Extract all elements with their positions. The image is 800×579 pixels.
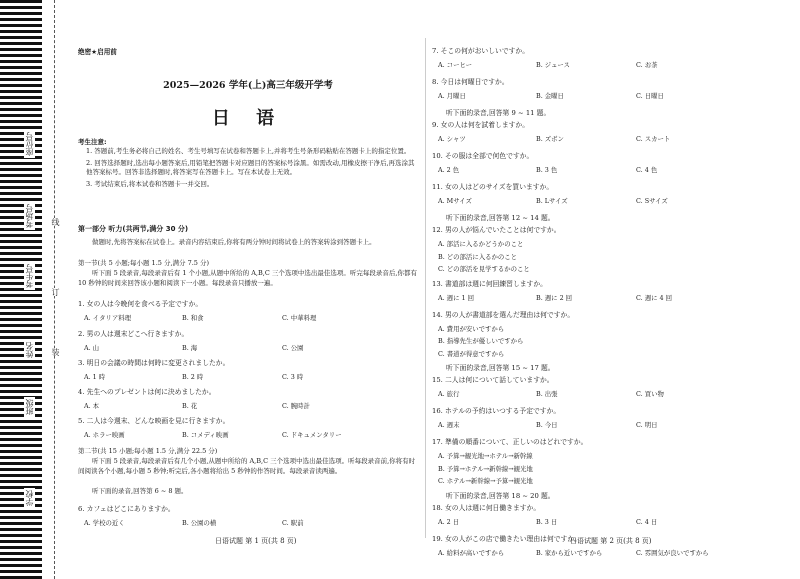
answer-option: B. コメディ映画 (182, 431, 229, 439)
answer-option: A. 給料が高いですから (438, 548, 505, 557)
listening-note: 听下面的录音,回答第 15 ~ 17 题。 (446, 364, 555, 372)
answer-option: B. ジュース (536, 61, 570, 69)
answer-option: C. ホテル→新幹線→予算→観光地 (438, 477, 533, 485)
answer-option: C. 腕時計 (282, 402, 310, 410)
section1-desc: 听下面 5 段录音,每段录音后有 1 个小题,从题中所给的 A,B,C 三个选项中选出最佳选项。听完每段录音后,你都有 10 秒钟的时间来回答该小题和阅读下一小题。每段录音只播放一遍。 (78, 269, 417, 288)
answer-option: A. 1 時 (84, 373, 106, 381)
answer-option: C. どの部活を見学するかのこと (438, 265, 530, 273)
answer-option: C. 日曜日 (636, 92, 664, 100)
question-text: 8. 今日は何曜日ですか。 (432, 78, 509, 86)
question-text: 4. 先生へのプレゼントは何に決めましたか。 (78, 388, 216, 396)
part1-title: 第一部分 听力(共两节,满分 30 分) (78, 225, 189, 233)
part1-intro: 做题时,先将答案标在试卷上。录音内容结束后,你将有两分钟时间将试卷上的答案转涂到答题卡上。 (92, 238, 376, 246)
answer-option: C. スカート (636, 135, 671, 143)
answer-option: A. 本 (84, 402, 100, 410)
answer-option: A. 費用が安いですから (438, 324, 505, 333)
class-label: 班级 (25, 399, 34, 415)
notice-item: 3. 考试结束后,将本试卷和答题卡一并交回。 (86, 179, 214, 188)
answer-option: C. 買い物 (636, 390, 664, 398)
exam-room-label: 考场号 (25, 204, 34, 228)
answer-option: C. 中華料理 (282, 314, 317, 322)
question-text: 6. カフェはどこにありますか。 (78, 505, 175, 513)
question-text: 3. 明日の会議の時間は何時に変更されましたか。 (78, 359, 230, 367)
answer-option: C. 3 時 (282, 373, 304, 381)
listening-note: 听下面的录音,回答第 12 ~ 14 题。 (446, 214, 555, 222)
question-text: 7. そこの何がおいしいですか。 (432, 47, 530, 55)
question-text: 2. 男の人は週末どこへ行きますか。 (78, 330, 189, 338)
seat-number-label: 座位号 (25, 132, 34, 156)
answer-option: A. 週末 (438, 421, 460, 429)
answer-option: A. 旅行 (438, 390, 460, 398)
answer-option: C. 書道が得意ですから (438, 349, 505, 358)
question-text: 9. 女の人は何を試着しますか。 (432, 121, 530, 129)
question-text: 15. 二人は何について話していますか。 (432, 376, 554, 384)
answer-option: C. 公園 (282, 344, 304, 352)
answer-option: C. 駅前 (282, 519, 304, 527)
notice-item: 1. 答题前,考生务必将自己的姓名、考生号填写在试卷和答题卡上,并将考生号条形码粘贴在答题卡上的指定位置。 (86, 147, 411, 156)
section2-title: 第二节(共 15 小题;每小题 1.5 分,满分 22.5 分) (78, 447, 218, 455)
answer-option: B. 3 日 (536, 517, 558, 526)
answer-option: A. シャツ (438, 135, 466, 143)
binding-stripes (0, 0, 42, 579)
answer-option: A. 部活に入るかどうかのこと (438, 240, 524, 248)
answer-option: B. 家から近いですから (536, 548, 603, 557)
answer-option: B. 公園の横 (182, 519, 217, 527)
cut-mark-bind: 订 (51, 288, 60, 296)
question-text: 10. その服は全部で何色ですか。 (432, 152, 534, 160)
answer-option: C. 4 日 (636, 517, 658, 526)
answer-option: A. Mサイズ (438, 197, 472, 205)
answer-option: B. ズボン (536, 135, 564, 143)
answer-option: A. コーヒー (438, 61, 472, 69)
answer-option: A. 週に 1 回 (438, 293, 474, 302)
answer-option: B. 2 時 (182, 373, 204, 381)
answer-option: A. 予算→観光地→ホテル→新幹線 (438, 452, 533, 460)
answer-option: A. イタリア料理 (84, 314, 132, 322)
answer-option: C. 雰囲気が良いですから (636, 548, 709, 557)
answer-option: C. 4 色 (636, 166, 658, 174)
question-text: 14. 男の人が書道部を選んだ理由は何ですか。 (432, 310, 575, 319)
secret-mark: 绝密★启用前 (78, 48, 117, 56)
answer-option: B. 花 (182, 402, 198, 410)
exam-title: 2025—2026 学年(上)高三年级开学考 (163, 80, 333, 91)
answer-option: B. どの部活に入るかのこと (438, 252, 518, 261)
answer-option: A. 学校の近く (84, 519, 125, 527)
column-divider (425, 38, 426, 538)
answer-option: B. 今日 (536, 421, 558, 429)
question-text: 12. 男の人が悩んでいたことは何ですか。 (432, 226, 561, 234)
answer-option: A. 月曜日 (438, 92, 466, 100)
question-text: 19. 女の人がこの店で働きたい理由は何ですか。 (432, 534, 581, 543)
question-text: 17. 準備の順番について、正しいのはどれですか。 (432, 438, 588, 446)
answer-option: B. 3 色 (536, 166, 558, 174)
subject-title: 日 语 (211, 108, 285, 129)
answer-option: B. 週に 2 回 (536, 293, 573, 302)
section2-note: 听下面的录音,回答第 6 ~ 8 题。 (92, 487, 188, 495)
candidate-number-label: 考生号 (25, 264, 34, 288)
answer-option: C. 明日 (636, 421, 658, 429)
cut-mark-install: 装 (51, 348, 60, 356)
answer-option: B. 金曜日 (536, 92, 564, 100)
answer-option: B. 和食 (182, 314, 204, 322)
listening-note: 听下面的录音,回答第 18 ~ 20 题。 (446, 491, 555, 500)
school-label: 学校 (25, 490, 34, 506)
section2-desc: 听下面 5 段录音,每段录音后有几个小题,从题中所给的 A,B,C 三个选项中选出最佳选项。听每段录音前,你将有时间阅读各个小题,每小题 5 秒钟;听完后,各小题将给出 5 秒钟的作答时间。每段录音读两遍。 (78, 457, 416, 476)
page-footer-left: 日语试题 第 1 页(共 8 页) (215, 537, 297, 545)
answer-option: B. 出張 (536, 390, 558, 398)
question-text: 13. 書道部は週に何回練習しますか。 (432, 279, 547, 288)
question-text: 11. 女の人はどのサイズを買いますか。 (432, 183, 554, 191)
answer-option: B. 海 (182, 344, 198, 352)
question-text: 5. 二人は今週末、どんな映画を見に行きますか。 (78, 417, 230, 425)
answer-option: A. 山 (84, 344, 100, 352)
candidate-notice (78, 138, 418, 191)
answer-option: A. 2 色 (438, 166, 460, 174)
answer-option: C. 週に 4 回 (636, 293, 673, 302)
answer-option: C. ドキュメンタリー (282, 431, 342, 439)
answer-option: C. お茶 (636, 61, 658, 69)
answer-option: B. 指導先生が優しいですから (438, 337, 524, 345)
section1-title: 第一节(共 5 小题;每小题 1.5 分,满分 7.5 分) (78, 259, 210, 267)
notice-item: 2. 回答选择题时,选出每小题答案后,用铅笔把答题卡对应题目的答案标号涂黑。如需改动,用橡皮擦干净后,再选涂其他答案标号。回答非选择题时,将答案写在答题卡上。写在本试卷上无效。 (86, 158, 415, 177)
answer-option: A. ホラー映画 (84, 431, 125, 439)
answer-option: B. Lサイズ (536, 197, 568, 205)
notice-title: 考生注意: (78, 138, 107, 146)
cut-mark-line: 线 (51, 218, 60, 226)
question-text: 16. ホテルの予約はいつする予定ですか。 (432, 407, 561, 415)
name-label: 姓名 (25, 342, 34, 358)
question-text: 1. 女の人は今晩何を食べる予定ですか。 (78, 300, 203, 308)
answer-option: A. 2 日 (438, 517, 460, 526)
question-text: 18. 女の人は週に何日働きますか。 (432, 503, 541, 512)
page-footer-right: 日语试题 第 2 页(共 8 页) (570, 537, 652, 545)
listening-note: 听下面的录音,回答第 9 ~ 11 题。 (446, 109, 551, 117)
answer-option: B. 予算→ホテル→新幹線→観光地 (438, 464, 533, 473)
answer-option: C. Sサイズ (636, 197, 668, 205)
